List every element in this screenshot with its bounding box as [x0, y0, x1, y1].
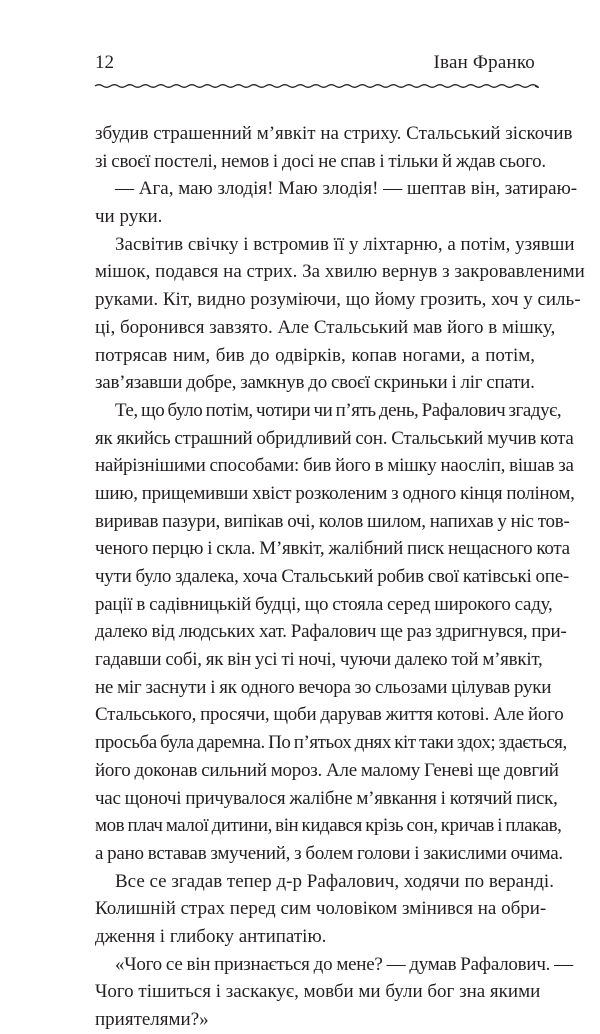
text-line: зав’язавши добре, замкнув до своєї скриньки і ліг спати. [95, 372, 535, 394]
text-line: мішок, подався на стрих. За хвилю вернув з закровавленими [95, 261, 585, 283]
text-line: чи руки. [95, 206, 163, 228]
text-line: ці, боронився завзято. Але Стальський мав його в мішку, [95, 316, 556, 338]
text-line: чути було здалека, хоча Стальський робив свої катівські опе- [95, 566, 569, 587]
text-line: Все се згадав тепер д-р Рафалович, ходячи по веранді. [115, 870, 554, 892]
text-line: Чого тішиться і заскакує, мовби ми були бог зна якими [95, 981, 541, 1003]
running-header [95, 51, 535, 77]
text-line: потрясав ним, бив до одвірків, копав ногами, а потім, [95, 344, 535, 366]
page-number: 12 [95, 52, 114, 73]
text-line: руками. Кіт, видно розуміючи, що йому грозить, хоч у силь- [95, 289, 581, 311]
body-text [95, 120, 585, 1034]
text-line: «Чого се він признається до мене? — думав Рафалович. — [115, 953, 573, 975]
text-line: а рано вставав змучений, з болем голови і закислими очима. [95, 842, 563, 864]
text-line: гадавши собі, як він усі ті ночі, чуючи далеко той м’явкіт, [95, 649, 543, 671]
text-line: збудив страшенний м’явкіт на стриху. Стальський зіскочив [95, 123, 573, 144]
wavy-rule-divider [95, 80, 535, 92]
text-line: мов плач малої дитини, він кидався крізь сон, кричав і плакав, [95, 815, 562, 837]
text-line: приятелями?» [95, 1009, 209, 1030]
text-line: не міг заснути і як одного вечора зо сльозами цілував руки [95, 676, 552, 698]
text-line: час щоночі причувалося жалібне м’явкання і котячий писк, [95, 787, 558, 809]
text-line: далеко від людських хат. Рафалович ще раз здригнувся, при- [95, 621, 567, 643]
text-line: дження і глибоку антипатію. [95, 925, 327, 947]
text-line: зі своєї постелі, немов і досі не спав і тільки й ждав сього. [95, 150, 546, 172]
text-line: Колишній страх перед сим чоловіком змінився на обри- [95, 898, 547, 920]
text-line: як якийсь страшний обридливий сон. Стальський мучив кота [95, 427, 574, 449]
text-line: виривав пазури, випікав очі, колов шилом, напихав у ніс тов- [95, 510, 570, 532]
text-line: найрізнішими способами: бив його в мішку наосліп, вішав за [95, 455, 574, 477]
text-line: Те, що було потім, чотири чи п’ять день, Рафалович згадує, [115, 399, 562, 421]
text-line: шию, прищемивши хвіст розколеним з одного кінця поліном, [95, 482, 575, 504]
text-line: — Ага, маю злодія! Маю злодія! — шептав він, затираю- [115, 178, 578, 200]
text-line: його доконав сильний мороз. Але малому Геневі ще довгий [95, 759, 559, 781]
text-line: Засвітив свічку і встромив її у ліхтарню, а потім, узявши [115, 233, 575, 255]
running-title: Іван Франко [433, 52, 535, 73]
text-line: просьба була даремна. По п’ятьох днях кіт таки здох; здається, [95, 732, 567, 754]
text-line: Стальського, просячи, щоби дарував життя котові. Але його [95, 704, 564, 726]
text-line: ченого перцю і скла. М’явкіт, жалібний писк нещасного кота [95, 538, 570, 560]
text-line: рації в садівницькій будці, що стояла серед широкого саду, [95, 593, 553, 615]
